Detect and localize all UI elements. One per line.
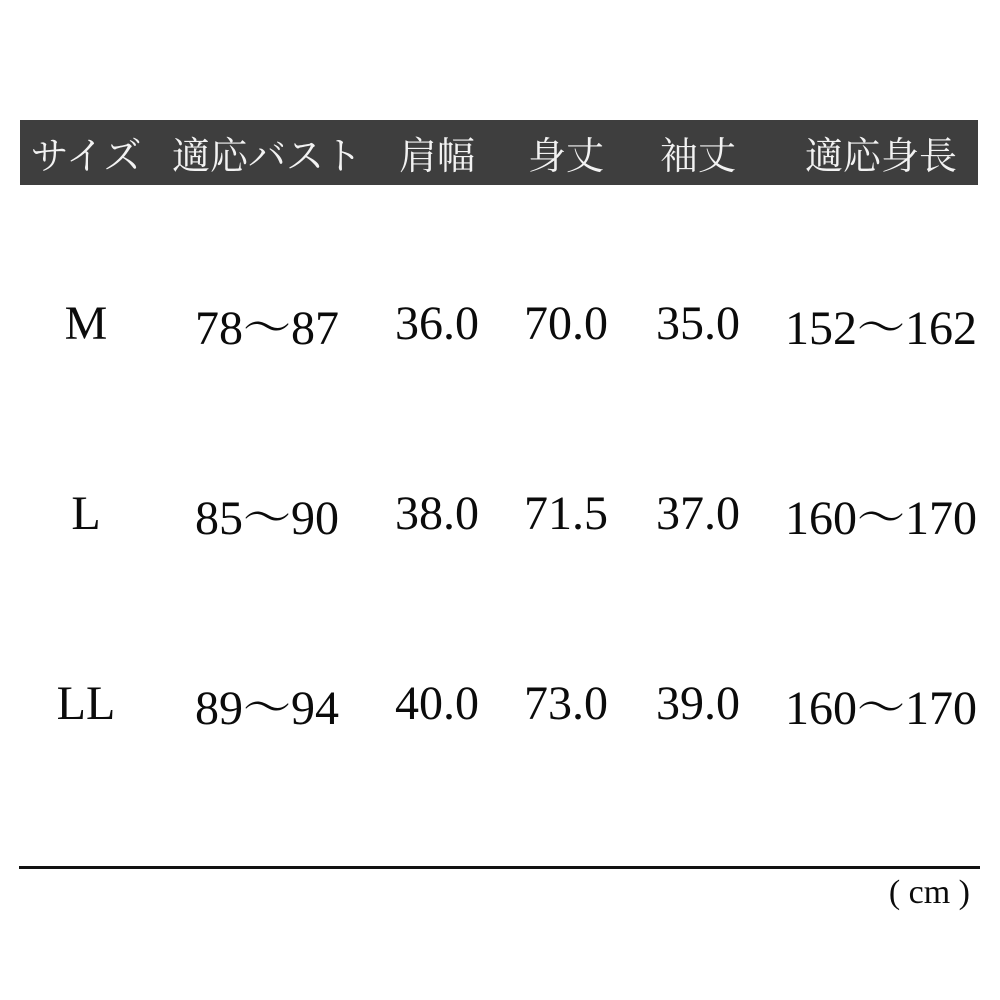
- cell-length: 71.5: [524, 486, 608, 540]
- cell-shoulder: 40.0: [395, 676, 479, 730]
- table-header-row: [20, 120, 978, 185]
- size-table: [20, 120, 978, 798]
- cell-size: L: [71, 486, 101, 540]
- table-row-m: [20, 228, 978, 418]
- cell-shoulder: 36.0: [395, 296, 479, 350]
- cell-length: 70.0: [524, 296, 608, 350]
- cell-size: M: [64, 296, 108, 350]
- cell-height: 160〜170: [784, 681, 977, 735]
- spacer-row: [20, 185, 978, 228]
- column-header-length: 身丈: [492, 120, 640, 185]
- column-header-bust: 適応バスト: [152, 120, 382, 185]
- cell-height: 152〜162: [784, 301, 977, 355]
- cell-height: 160〜170: [784, 491, 977, 545]
- table-row-ll: [20, 608, 978, 798]
- cell-length: 73.0: [524, 676, 608, 730]
- cell-bust: 85〜90: [194, 491, 339, 545]
- cell-sleeve: 35.0: [656, 296, 740, 350]
- unit-label: ( cm ): [888, 874, 970, 911]
- column-header-shoulder: 肩幅: [382, 120, 492, 185]
- table-row-l: [20, 418, 978, 608]
- bottom-rule: [19, 866, 980, 869]
- column-header-sleeve: 袖丈: [640, 120, 756, 185]
- column-header-size: サイズ: [20, 120, 152, 185]
- cell-sleeve: 39.0: [656, 676, 740, 730]
- cell-bust: 89〜94: [194, 681, 339, 735]
- cell-shoulder: 38.0: [395, 486, 479, 540]
- cell-size: LL: [56, 676, 116, 730]
- cell-bust: 78〜87: [194, 301, 339, 355]
- cell-sleeve: 37.0: [656, 486, 740, 540]
- column-header-height: 適応身長: [756, 120, 978, 185]
